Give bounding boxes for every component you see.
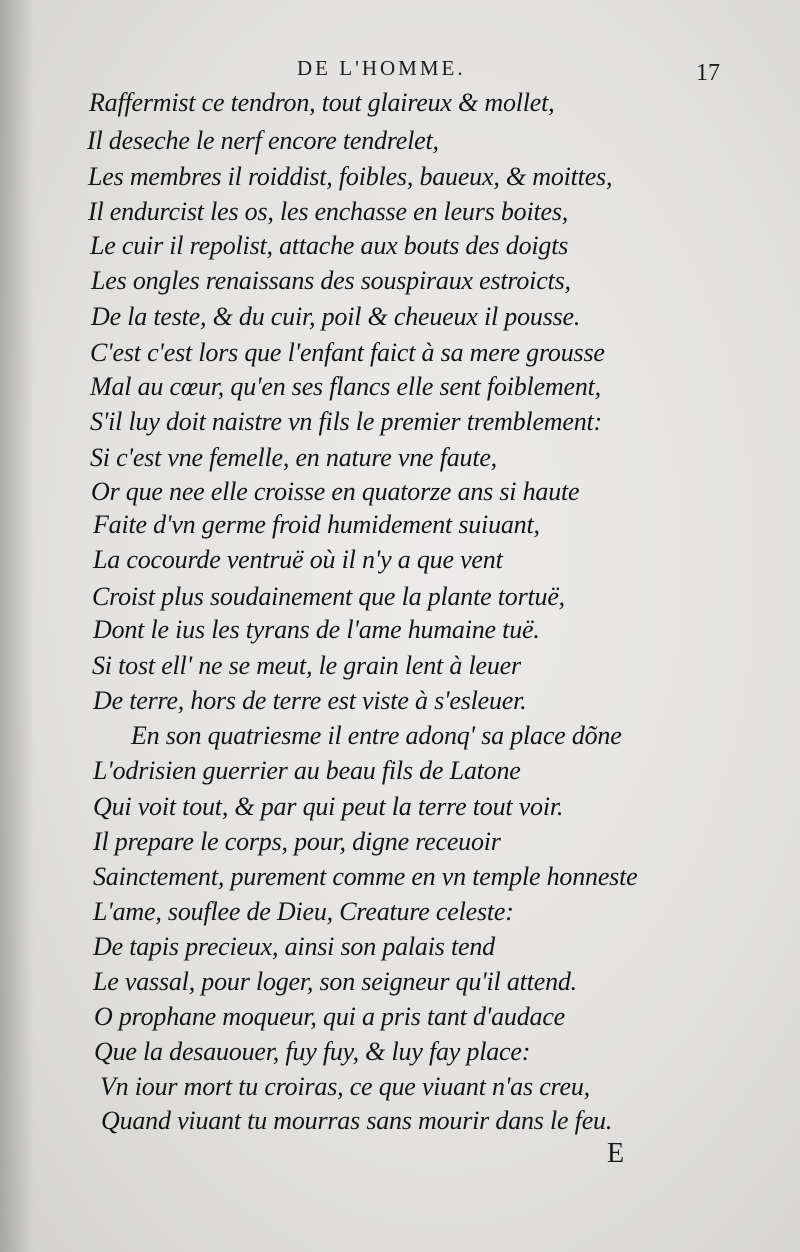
verse-line: Faite d'vn germe froid humidement suiuant, <box>93 510 540 539</box>
verse-line: Raffermist ce tendron, tout glaireux & mollet, <box>89 88 555 117</box>
verse-line: Il deseche le nerf encore tendrelet, <box>87 126 439 155</box>
verse-line: Il prepare le corps, pour, digne receuoir <box>93 827 501 856</box>
verse-line: La cocourde ventruë où il n'y a que vent <box>93 545 503 574</box>
running-head: DE L'HOMME. <box>297 56 466 80</box>
page-number: 17 <box>696 60 720 86</box>
verse-line: S'il luy doit naistre vn fils le premier tremblement: <box>90 407 602 436</box>
verse-line: Croist plus soudainement que la plante tortuë, <box>92 582 565 611</box>
verse-line: De la teste, & du cuir, poil & cheueux il pousse. <box>91 302 581 331</box>
verse-line: Il endurcist les os, les enchasse en leurs boites, <box>88 197 569 226</box>
verse-line: Sainctement, purement comme en vn temple honneste <box>93 862 638 891</box>
verse-line: Or que nee elle croisse en quatorze ans si haute <box>91 477 580 506</box>
verse-line: Le cuir il repolist, attache aux bouts des doigts <box>90 231 569 260</box>
verse-line: Quand viuant tu mourras sans mourir dans le feu. <box>101 1106 613 1135</box>
verse-line: Que la desauouer, fuy fuy, & luy fay place: <box>94 1037 531 1066</box>
verse-line: Les ongles renaissans des souspiraux estroicts, <box>91 266 571 295</box>
verse-line: En son quatriesme il entre adonq' sa place dõne <box>131 721 622 750</box>
verse-line: Mal au cœur, qu'en ses flancs elle sent foiblement, <box>90 372 601 401</box>
verse-line: O prophane moqueur, qui a pris tant d'audace <box>94 1002 565 1031</box>
verse-line: De terre, hors de terre est viste à s'esleuer. <box>93 686 527 715</box>
verse-line: Dont le ius les tyrans de l'ame humaine tuë. <box>93 615 540 644</box>
signature-mark: E <box>607 1138 625 1169</box>
verse-line: Vn iour mort tu croiras, ce que viuant n'as creu, <box>100 1072 590 1101</box>
verse-line: Si tost ell' ne se meut, le grain lent à leuer <box>92 651 521 680</box>
verse-line: L'odrisien guerrier au beau fils de Latone <box>93 756 521 785</box>
verse-line: De tapis precieux, ainsi son palais tend <box>93 932 495 961</box>
verse-line: C'est c'est lors que l'enfant faict à sa mere grousse <box>90 338 605 367</box>
verse-line: Si c'est vne femelle, en nature vne faute, <box>90 443 497 472</box>
verse-line: Le vassal, pour loger, son seigneur qu'il attend. <box>93 967 577 996</box>
verse-line: Qui voit tout, & par qui peut la terre tout voir. <box>93 792 564 821</box>
verse-line: Les membres il roiddist, foibles, baueux, & moittes, <box>88 162 613 191</box>
verse-line: L'ame, souflee de Dieu, Creature celeste: <box>93 897 514 926</box>
